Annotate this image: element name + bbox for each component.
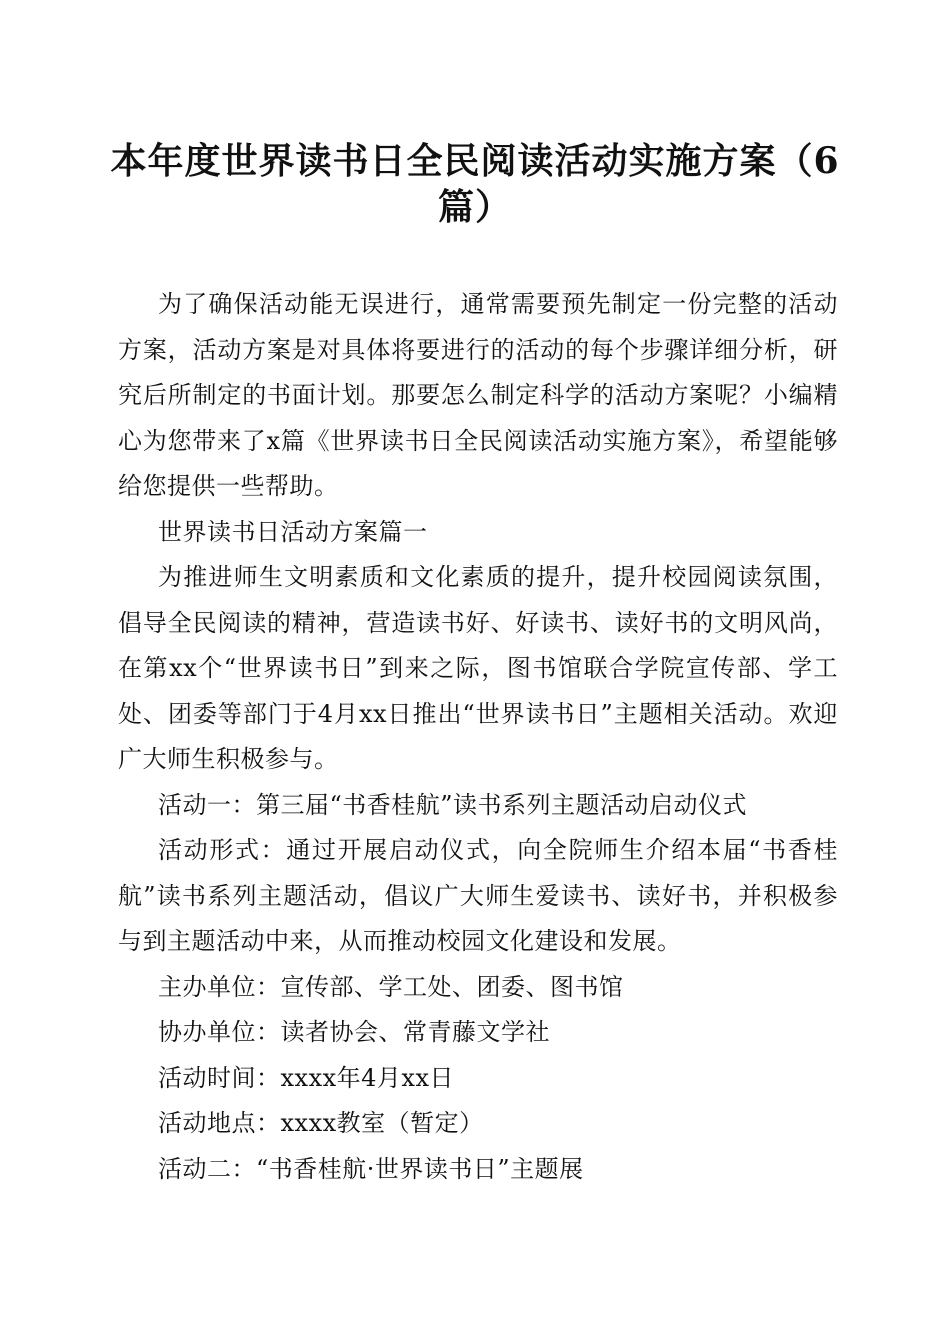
intro-paragraph: 为了确保活动能无误进行，通常需要预先制定一份完整的活动方案，活动方案是对具体将要进行的活动的每个步骤详细分析，研究后所制定的书面计划。那要怎么制定科学的活动方案呢？小编精心为您带来了x篇《世界读书日全民阅读活动实施方案》，希望能够给您提供一些帮助。 xyxy=(118,290,838,500)
host-units-line: 主办单位：宣传部、学工处、团委、图书馆 xyxy=(158,972,624,1001)
section-heading-part-one: 世界读书日活动方案篇一 xyxy=(158,517,428,546)
activity-one-heading: 活动一：第三届“书香桂航”读书系列主题活动启动仪式 xyxy=(158,790,748,819)
activity-time-line: 活动时间：xxxx年4月xx日 xyxy=(158,1063,454,1092)
activity-two-heading: 活动二：“书香桂航·世界读书日”主题展 xyxy=(158,1154,584,1183)
activity-location-line: 活动地点：xxxx教室（暂定） xyxy=(158,1109,484,1137)
activity-form-paragraph: 活动形式：通过开展启动仪式，向全院师生介绍本届“书香桂航”读书系列主题活动，倡议广大师生爱读书、读好书，并积极参与到主题活动中来，从而推动校园文化建设和发展。 xyxy=(118,836,838,955)
purpose-paragraph: 为推进师生文明素质和文化素质的提升，提升校园阅读氛围，倡导全民阅读的精神，营造读书好、好读书、读好书的文明风尚，在第xx个“世界读书日”到来之际，图书馆联合学院宣传部、学工处、团委等部门于4月xx日推出“世界读书日”主题相关活动。欢迎广大师生积极参与。 xyxy=(118,563,838,773)
document-body xyxy=(118,282,838,1192)
co-host-units-line: 协办单位：读者协会、常青藤文学社 xyxy=(158,1018,550,1046)
document-title: 本年度世界读书日全民阅读活动实施方案（6篇） xyxy=(110,140,840,228)
